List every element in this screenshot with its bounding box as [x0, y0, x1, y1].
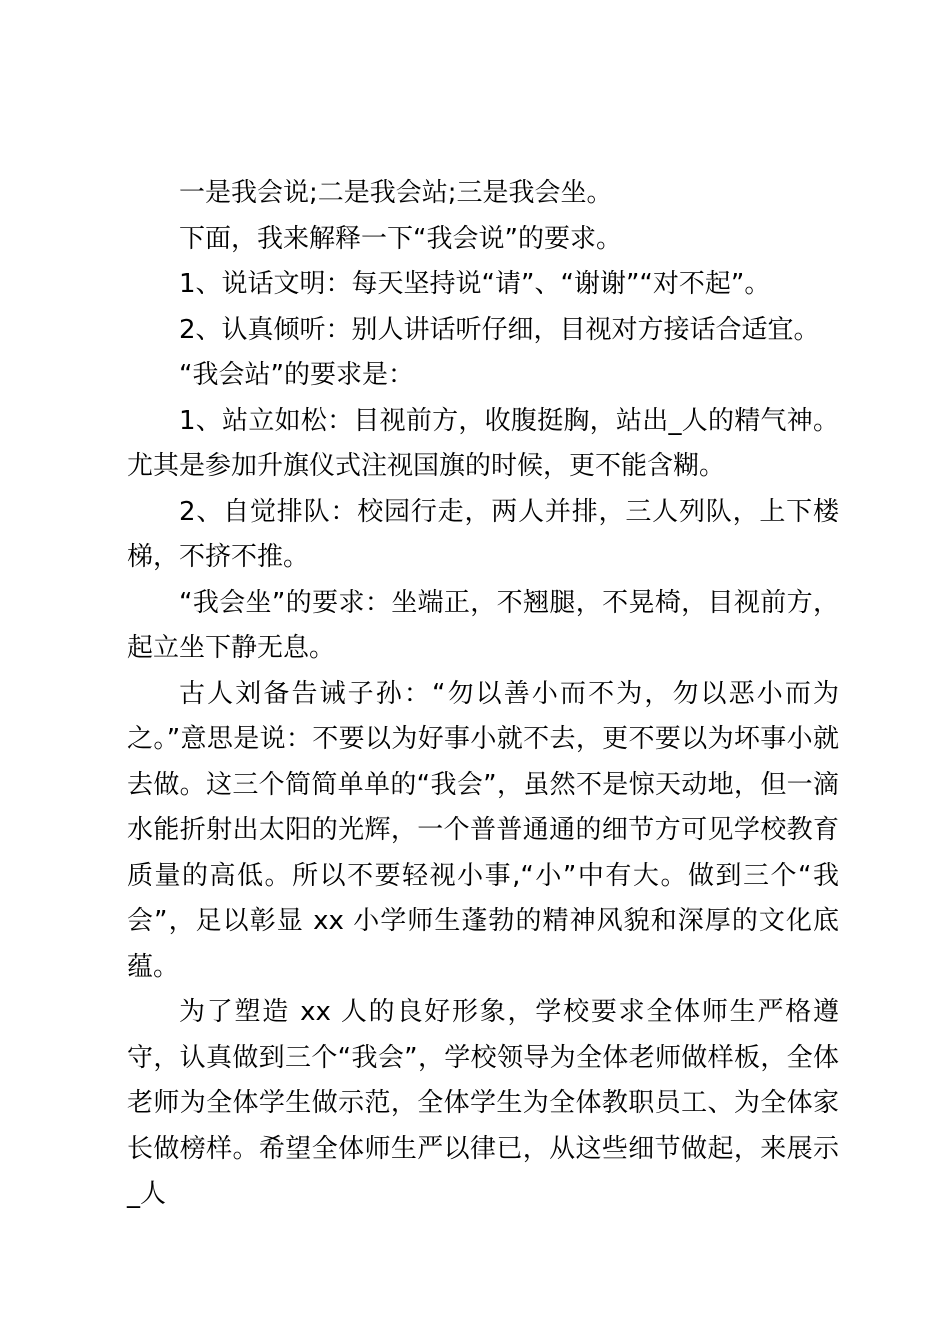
paragraph-liu-bei-quote: 古人刘备告诫子孙：“勿以善小而不为，勿以恶小而为之。”意思是说：不要以为好事小就不去，更不要以为坏事小就去做。这三个简简单单的“我会”，虽然不是惊天动地，但一滴水能折射出太阳的光辉，一个普普通通的细节方可见学校教育质量的高低。所以不要轻视小事,“小”中有大。做到三个“我会”，足以彰显 xx 小学师生蓬勃的精神风貌和深厚的文化底蕴。	[127, 678, 839, 982]
paragraph-closing: 为了塑造 xx 人的良好形象，学校要求全体师生严格遵守，认真做到三个“我会”，学校领导为全体老师做样板，全体老师为全体学生做示范，全体学生为全体教职员工、为全体家长做榜样。希望全体师生严以律已，从这些细节做起，来展示_人	[127, 997, 839, 1209]
paragraph-speak-item-2: 2、认真倾听：别人讲话听仔细，目视对方接话合适宜。	[179, 314, 820, 345]
paragraph-sit-requirements: “我会坐”的要求：坐端正，不翘腿，不晃椅，目视前方，起立坐下静无息。	[127, 587, 839, 663]
paragraph-speak-heading: 下面，我来解释一下“我会说”的要求。	[179, 223, 622, 254]
paragraph-speak-item-1: 1、说话文明：每天坚持说“请”、“谢谢”“对不起”。	[179, 269, 771, 299]
paragraph-stand-item-1: 1、站立如松：目视前方，收腹挺胸，站出_人的精气神。尤其是参加升旗仪式注视国旗的时候，更不能含糊。	[127, 405, 839, 481]
paragraph-stand-heading: “我会站”的要求是：	[179, 360, 414, 390]
paragraph-stand-item-2: 2、自觉排队：校园行走，两人并排，三人列队，上下楼梯，不挤不推。	[127, 496, 839, 572]
document-body	[127, 171, 839, 1218]
paragraph-intro: 一是我会说;二是我会站;三是我会坐。	[179, 178, 613, 208]
